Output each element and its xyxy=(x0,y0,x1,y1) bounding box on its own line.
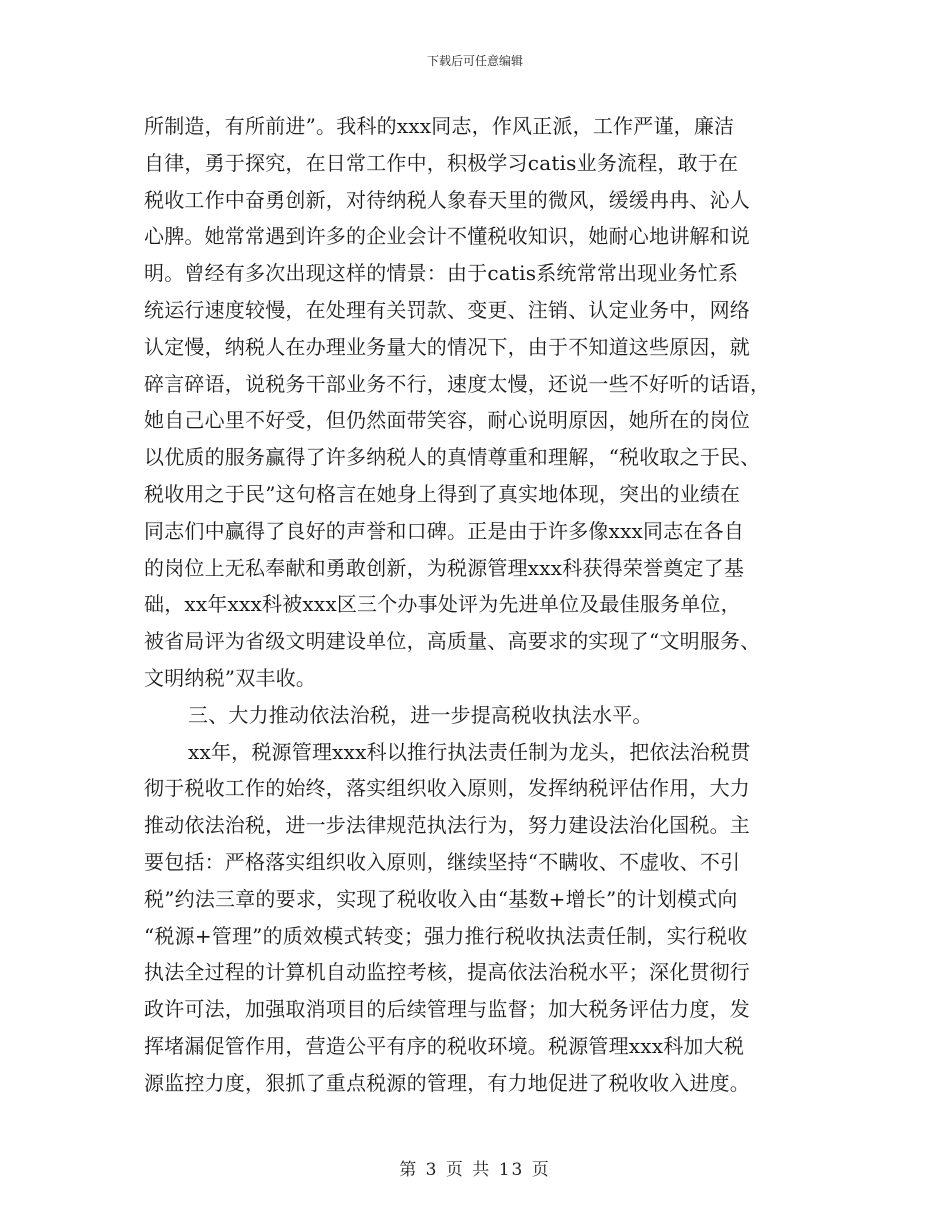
body-line: 她自己心里不好受，但仍然面带笑容，耐心说明原因，她所在的岗位 xyxy=(144,408,750,433)
body-line: 碎言碎语，说税务干部业务不行，速度太慢，还说一些不好听的话语， xyxy=(144,371,771,396)
body-line: 文明纳税”双丰收。 xyxy=(144,665,317,690)
body-line: 税收工作中奋勇创新，对待纳税人象春天里的微风，缓缓冉冉、沁人 xyxy=(144,187,750,212)
body-line: “税源+管理”的质效模式转变；强力推行税收执法责任制，实行税收 xyxy=(144,923,748,948)
body-line: 统运行速度较慢，在处理有关罚款、变更、注销、认定业务中，网络 xyxy=(144,297,750,322)
body-line: 明。曾经有多次出现这样的情景：由于catis系统常常出现业务忙系 xyxy=(144,261,739,286)
body-line: 被省局评为省级文明建设单位，高质量、高要求的实现了“文明服务、 xyxy=(144,629,761,654)
body-line: 心脾。她常常遇到许多的企业会计不懂税收知识，她耐心地讲解和说 xyxy=(144,224,750,249)
body-line: 的岗位上无私奉献和勇敢创新，为税源管理xxx科获得荣誉奠定了基 xyxy=(144,555,745,580)
body-line: 所制造，有所前进”。我科的xxx同志，作风正派，工作严谨，廉洁 xyxy=(144,114,735,138)
body-line: 彻于税收工作的始终，落实组织收入原则，发挥纳税评估作用，大力 xyxy=(144,776,750,801)
body-line: 执法全过程的计算机自动监控考核，提高依法治税水平；深化贯彻行 xyxy=(144,960,750,985)
body-line: 政许可法，加强取消项目的后续管理与监督；加大税务评估力度，发 xyxy=(144,997,750,1022)
body-line: 推动依法治税，进一步法律规范执法行为，努力建设法治化国税。主 xyxy=(144,813,750,838)
body-line: 税”约法三章的要求，实现了税收收入由“基数+增长”的计划模式向 xyxy=(144,886,738,911)
page-number: 第 3 页 共 13 页 xyxy=(399,1160,551,1180)
body-line: 同志们中赢得了良好的声誉和口碑。正是由于许多像xxx同志在各自 xyxy=(144,518,745,543)
body-line: 挥堵漏促管作用，营造公平有序的税收环境。税源管理xxx科加大税 xyxy=(144,1033,745,1058)
page-header: 下载后可任意编辑 xyxy=(426,54,523,68)
body-line: 自律，勇于探究，在日常工作中，积极学习catis业务流程，敢于在 xyxy=(144,150,739,175)
body-line: xx年，税源管理xxx科以推行执法责任制为龙头，把依法治税贯 xyxy=(188,739,751,764)
document-body xyxy=(144,108,806,1102)
body-line: 要包括：严格落实组织收入原则，继续坚持“不瞒收、不虚收、不引 xyxy=(144,849,741,874)
body-line: 础，xx年xxx科被xxx区三个办事处评为先进单位及最佳服务单位， xyxy=(144,592,741,617)
section-heading: 三、大力推动依法治税，进一步提高税收执法水平。 xyxy=(188,702,653,727)
body-line: 税收用之于民”这句格言在她身上得到了真实地体现，突出的业绩在 xyxy=(144,481,741,506)
body-line: 源监控力度，狠抓了重点税源的管理，有力地促进了税收收入进度。 xyxy=(144,1070,750,1095)
body-line: 认定慢，纳税人在办理业务量大的情况下，由于不知道这些原因，就 xyxy=(144,334,750,359)
body-line: 以优质的服务赢得了许多纳税人的真情尊重和理解，“税收取之于民、 xyxy=(144,445,761,470)
